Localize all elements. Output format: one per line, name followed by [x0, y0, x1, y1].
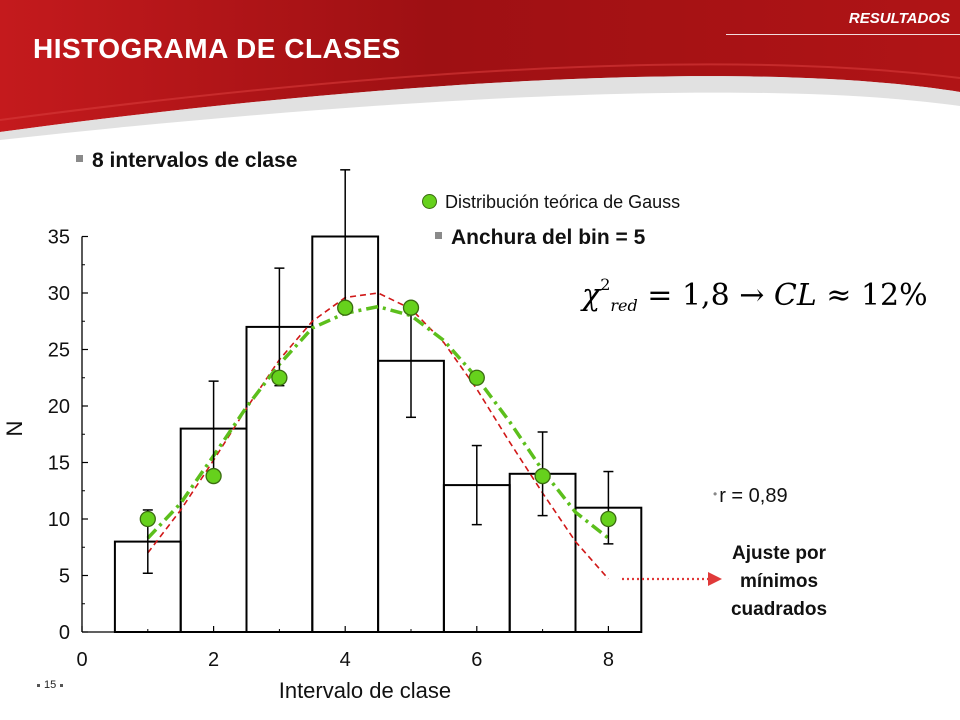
- y-tick-label: 35: [47, 226, 70, 249]
- formula-subscript: red: [610, 296, 638, 315]
- formula-chi: χ: [582, 278, 601, 313]
- formula-equals: = 1,8 →: [637, 278, 774, 313]
- correlation-value: [713, 485, 788, 508]
- bullet-square-icon: [435, 232, 442, 239]
- gauss-point: [601, 512, 616, 527]
- bullet-bin-width: [435, 226, 645, 250]
- y-tick-label: 15: [47, 452, 70, 475]
- bullet-dot-icon: •: [713, 487, 718, 501]
- y-tick-label: 5: [58, 565, 70, 588]
- y-tick-label: 25: [47, 339, 70, 362]
- x-tick-label: 6: [471, 649, 483, 671]
- bullet-bin-width-text: Anchura del bin = 5: [451, 226, 646, 249]
- gauss-point: [206, 469, 221, 484]
- legend: [422, 192, 680, 213]
- x-axis-label: Intervalo de clase: [278, 678, 452, 703]
- fit-note-line-2: mínimos: [739, 571, 819, 592]
- correlation-text: r = 0,89: [719, 485, 788, 507]
- x-tick-label: 8: [602, 649, 614, 671]
- x-tick-label: 4: [339, 649, 351, 671]
- slide-number: [33, 679, 67, 691]
- gauss-point: [535, 469, 550, 484]
- y-tick-label: 10: [47, 509, 70, 531]
- slide-number-left-square: [37, 684, 40, 687]
- slide-number-right-square: [60, 684, 63, 687]
- gauss-point: [404, 300, 419, 315]
- chi-square-formula: [582, 275, 928, 315]
- y-tick-label: 0: [58, 622, 70, 644]
- gauss-point: [469, 370, 484, 385]
- y-tick-label: 20: [47, 396, 70, 418]
- y-axis-label: N: [2, 420, 27, 437]
- page-title: HISTOGRAMA DE CLASES: [33, 33, 401, 64]
- x-tick-label: 0: [76, 649, 88, 671]
- formula-cl: CL: [773, 278, 817, 313]
- fit-note-line-1: Ajuste por: [732, 543, 826, 564]
- least-squares-note: [712, 540, 846, 624]
- fit-note-line-3: cuadrados: [730, 599, 828, 620]
- formula-power: 2: [600, 275, 611, 294]
- bullet-intervals-text: 8 intervalos de clase: [92, 149, 298, 172]
- formula-approx: ≈ 12%: [816, 278, 928, 313]
- gauss-point: [338, 300, 353, 315]
- gauss-point: [140, 512, 155, 527]
- x-tick-label: 2: [208, 649, 220, 671]
- legend-gauss-label: Distribución teórica de Gauss: [445, 192, 681, 212]
- y-tick-label: 30: [47, 283, 70, 305]
- section-label: RESULTADOS: [848, 10, 950, 27]
- gauss-marker-icon: [422, 194, 437, 209]
- slide-number-text: 15: [44, 679, 57, 691]
- gauss-point: [272, 370, 287, 385]
